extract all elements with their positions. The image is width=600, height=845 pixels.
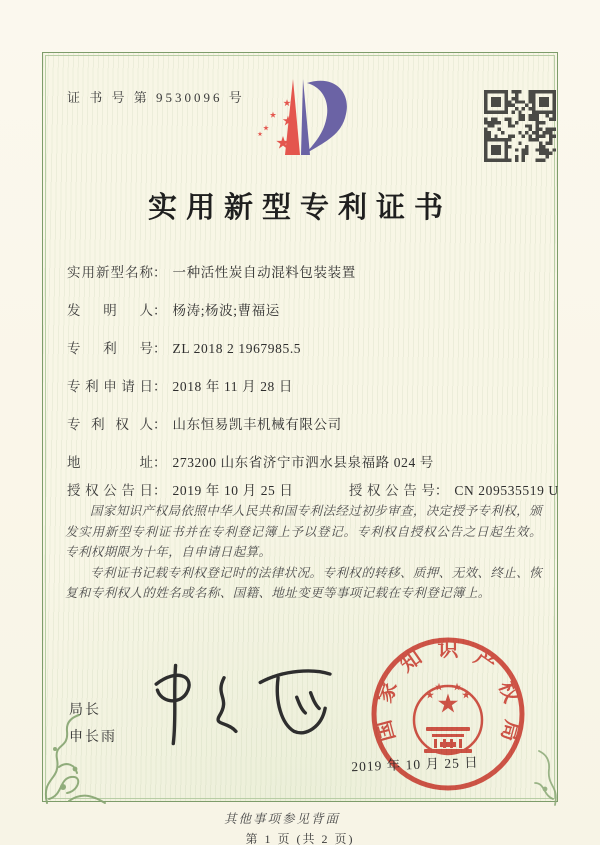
svg-text:国: 国 — [370, 717, 400, 745]
field-label: 专利权人 — [67, 417, 153, 432]
field-value: 山东恒易凯丰机械有限公司 — [172, 417, 342, 432]
field-utility-model-name: 实用新型名称： 一种活性炭自动混料包装装置 — [67, 265, 356, 280]
grant-date-label: 授权公告日 — [67, 483, 153, 498]
legal-paragraph-2: 专利证书记载专利权登记时的法律状况。专利权的转移、质押、无效、终止、恢复和专利权人的姓名或名称、国籍、地址变更等事项记载在专利登记簿上。 — [65, 565, 542, 600]
field-inventors: 发明人： 杨涛;杨波;曹福运 — [67, 303, 280, 318]
cnipa-logo-icon — [243, 71, 378, 173]
field-label: 实用新型名称 — [67, 265, 153, 280]
certificate-title: 实用新型专利证书 — [147, 192, 452, 224]
signer-name: 申长雨 — [69, 730, 117, 745]
reverse-side-note: 其他事项参见背面 — [223, 812, 340, 826]
qr-code — [484, 90, 556, 162]
certificate-fields — [67, 264, 539, 492]
page-number: 第 1 页 (共 2 页) — [245, 832, 355, 845]
signer-title: 局长 — [69, 703, 101, 718]
svg-text:产: 产 — [469, 644, 501, 677]
svg-text:家: 家 — [372, 677, 402, 706]
grant-announcement-row — [67, 482, 559, 499]
field-label: 发明人 — [67, 303, 153, 318]
legal-paragraph-1: 国家知识产权局依照中华人民共和国专利法经过初步审查，决定授予专利权，颁发实用新型专利证书并在专利登记簿上予以登记。专利权自授权公告之日起生效。专利权期限为十年，自申请日起算。 — [65, 504, 542, 559]
grant-date-value: 2019 年 10 月 25 日 — [172, 483, 294, 498]
signature-image — [139, 655, 353, 755]
seal-date: 2019 年 10 月 25 日 — [351, 754, 479, 775]
field-value: 273200 山东省济宁市泗水县泉福路 024 号 — [172, 455, 434, 470]
grant-date-group: 授权公告日： 2019 年 10 月 25 日 — [67, 483, 294, 498]
field-value: 2018 年 11 月 28 日 — [172, 379, 293, 394]
field-label: 专利申请日 — [67, 379, 153, 394]
svg-text:知: 知 — [395, 644, 427, 677]
field-value: 杨涛;杨波;曹福运 — [172, 303, 280, 318]
field-address: 地址： 273200 山东省济宁市泗水县泉福路 024 号 — [67, 455, 434, 470]
field-value: 一种活性炭自动混料包装装置 — [172, 265, 356, 280]
field-value: ZL 2018 2 1967985.5 — [172, 341, 302, 356]
field-label: 地址 — [67, 455, 153, 470]
field-filing-date: 专利申请日： 2018 年 11 月 28 日 — [67, 379, 293, 394]
national-emblem-icon — [414, 683, 482, 754]
field-patentee: 专利权人： 山东恒易凯丰机械有限公司 — [67, 417, 342, 432]
grant-number-group: 授权公告号： CN 209535519 U — [348, 483, 559, 498]
field-patent-number: 专利号： ZL 2018 2 1967985.5 — [67, 341, 302, 356]
certificate-number: 证 书 号 第 9530096 号 — [67, 90, 245, 105]
grant-number-value: CN 209535519 U — [454, 483, 559, 498]
svg-text:局: 局 — [496, 717, 526, 745]
field-label: 专利号 — [67, 341, 153, 356]
svg-text:识: 识 — [437, 637, 459, 661]
svg-text:权: 权 — [494, 677, 524, 706]
grant-number-label: 授权公告号 — [348, 483, 435, 498]
legal-paragraphs — [65, 501, 542, 604]
signer-block — [69, 697, 117, 751]
